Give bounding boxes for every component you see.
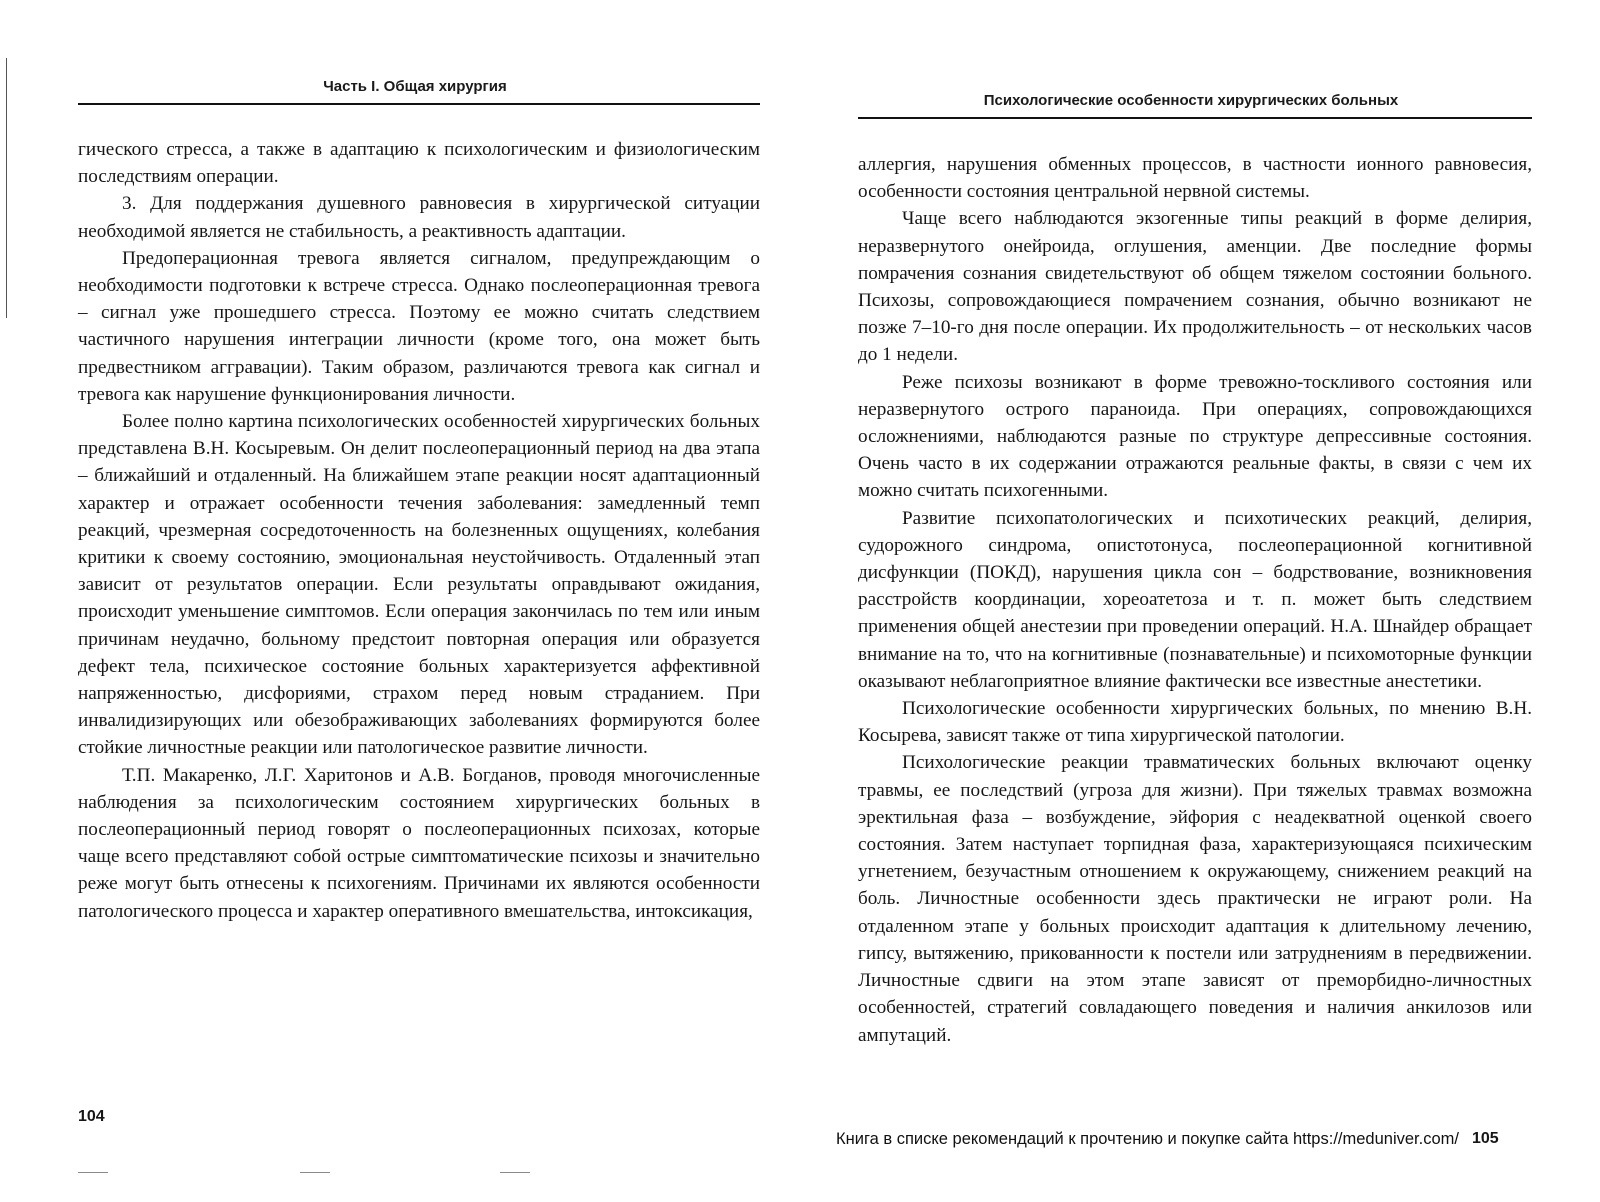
right-paragraph-4: Развитие психопатологических и психотических реакций, делирия, судорожного синдрома, опистотонуса, послеоперационной когнитивной дисфункции (ПОКД), нарушения цикла сон – бодрствование, возникновения расстройств координации, хореоатетоза и т. п. может быть следствием применения общей анестезии при проведении операций. Н.А. Шнайдер обращает внимание на то, что на когнитивные (познавательные) и психомоторные функции оказывают неблагоприятное влияние фактически все известные анестетики. — [858, 507, 1532, 692]
right-paragraph-5: Психологические особенности хирургических больных, по мнению В.Н. Косырева, зависят также от типа хирургической патологии. — [858, 698, 1532, 747]
left-paragraph-2: 3. Для поддержания душевного равновесия в хирургической ситуации необходимой является не стабильность, а реактивность адаптации. — [78, 193, 760, 242]
bottom-crop-mark-2 — [300, 1172, 330, 1173]
right-head-rule — [858, 117, 1532, 119]
right-paragraph-1: аллергия, нарушения обменных процессов, в частности ионного равновесия, особенности состояния центральной нервной системы. — [858, 154, 1532, 203]
left-page-number: 104 — [78, 1108, 105, 1125]
left-paragraph-5: Т.П. Макаренко, Л.Г. Харитонов и А.В. Богданов, проводя многочисленные наблюдения за психологическим состоянием хирургических больных в послеоперационный период говорят о послеоперационных психозах, которые чаще всего представляют собой острые симптоматические психозы и значительно реже могут быть отнесены к психогениям. Причинами их являются особенности патологического процесса и характер оперативного вмешательства, интоксикация, — [78, 764, 760, 922]
right-paragraph-6: Психологические реакции травматических больных включают оценку травмы, ее последствий (угроза для жизни). При тяжелых травмах возможна эректильная фаза – возбуждение, эйфория с неадекватной оценкой своего состояния. Затем наступает торпидная фаза, характеризующаяся психическим угнетением, безучастным отношением к окружающему, снижением реакций на боль. Личностные особенности здесь практически не играют роли. На отдаленном этапе у больных происходит адаптация к длительному лечению, гипсу, вытяжению, прикованности к постели или затруднениям в передвижении. Личностные сдвиги на этом этапе зависят от преморбидно-личностных особенностей, стратегий совладающего поведения и наличия анкилозов или ампутаций. — [858, 752, 1532, 1046]
bottom-crop-mark-3 — [500, 1172, 530, 1173]
right-page-number: 105 — [1472, 1130, 1499, 1147]
left-running-head: Часть I. Общая хирургия — [323, 78, 507, 95]
right-body-text — [858, 151, 1532, 1049]
left-page — [70, 0, 760, 1202]
right-running-head: Психологические особенности хирургических больных — [983, 92, 1399, 109]
right-page — [850, 0, 1532, 1202]
binding-edge-line — [6, 58, 7, 318]
right-paragraph-2: Чаще всего наблюдаются экзогенные типы реакций в форме делирия, неразвернутого онейроида, оглушения, аменции. Две последние формы помрачения сознания свидетельствуют об общем тяжелом состоянии больного. Психозы, сопровождающиеся помрачением сознания, обычно возникают не позже 7–10-го дня после операции. Их продолжительность – от нескольких часов до 1 недели. — [858, 208, 1532, 366]
left-head-rule — [78, 103, 760, 105]
left-paragraph-3: Предоперационная тревога является сигналом, предупреждающим о необходимости подготовки к встрече стресса. Однако послеоперационная тревога – сигнал уже прошедшего стресса. Поэтому ее можно считать следствием частичного нарушения интеграции личности (кроме того, она может быть предвестником аггравации). Таким образом, различаются тревога как сигнал и тревога как нарушение функционирования личности. — [78, 247, 760, 405]
right-paragraph-3: Реже психозы возникают в форме тревожно-тоскливого состояния или неразвернутого острого параноида. При операциях, сопровождающихся осложнениями, наблюдаются разные по структуре депрессивные состояния. Очень часто в их содержании отражаются реальные факты, в связи с чем их можно считать психогенными. — [858, 371, 1532, 502]
left-paragraph-1: гического стресса, а также в адаптацию к психологическим и физиологическим последствиям операции. — [78, 139, 760, 188]
left-body-text — [78, 136, 760, 925]
bottom-crop-mark-1 — [78, 1172, 108, 1173]
left-paragraph-4: Более полно картина психологических особенностей хирургических больных представлена В.Н. Косыревым. Он делит послеоперационный период на два этапа – ближайший и отдаленный. На ближайшем этапе реакции носят адаптационный характер и отражает особенности течения заболевания: замедленный темп реакций, чрезмерная сосредоточенность на болезненных ощущениях, колебания критики к своему состоянию, эмоциональная неустойчивость. Отдаленный этап зависит от результатов операции. Если результаты оправдывают ожидания, происходит уменьшение симптомов. Если операция закончилась по тем или иным причинам неудачно, больному предстоит повторная операция или образуется дефект тела, психическое состояние больных характеризуется аффективной напряженностью, дисфориями, страхом перед новым страданием. При инвалидизирующих или обезображивающих заболеваниях формируются более стойкие личностные реакции или патологическое развитие личности. — [78, 411, 760, 759]
footer-recommendation-note: Книга в списке рекомендаций к прочтению и покупке сайта https://meduniver.com/ — [836, 1130, 1459, 1148]
